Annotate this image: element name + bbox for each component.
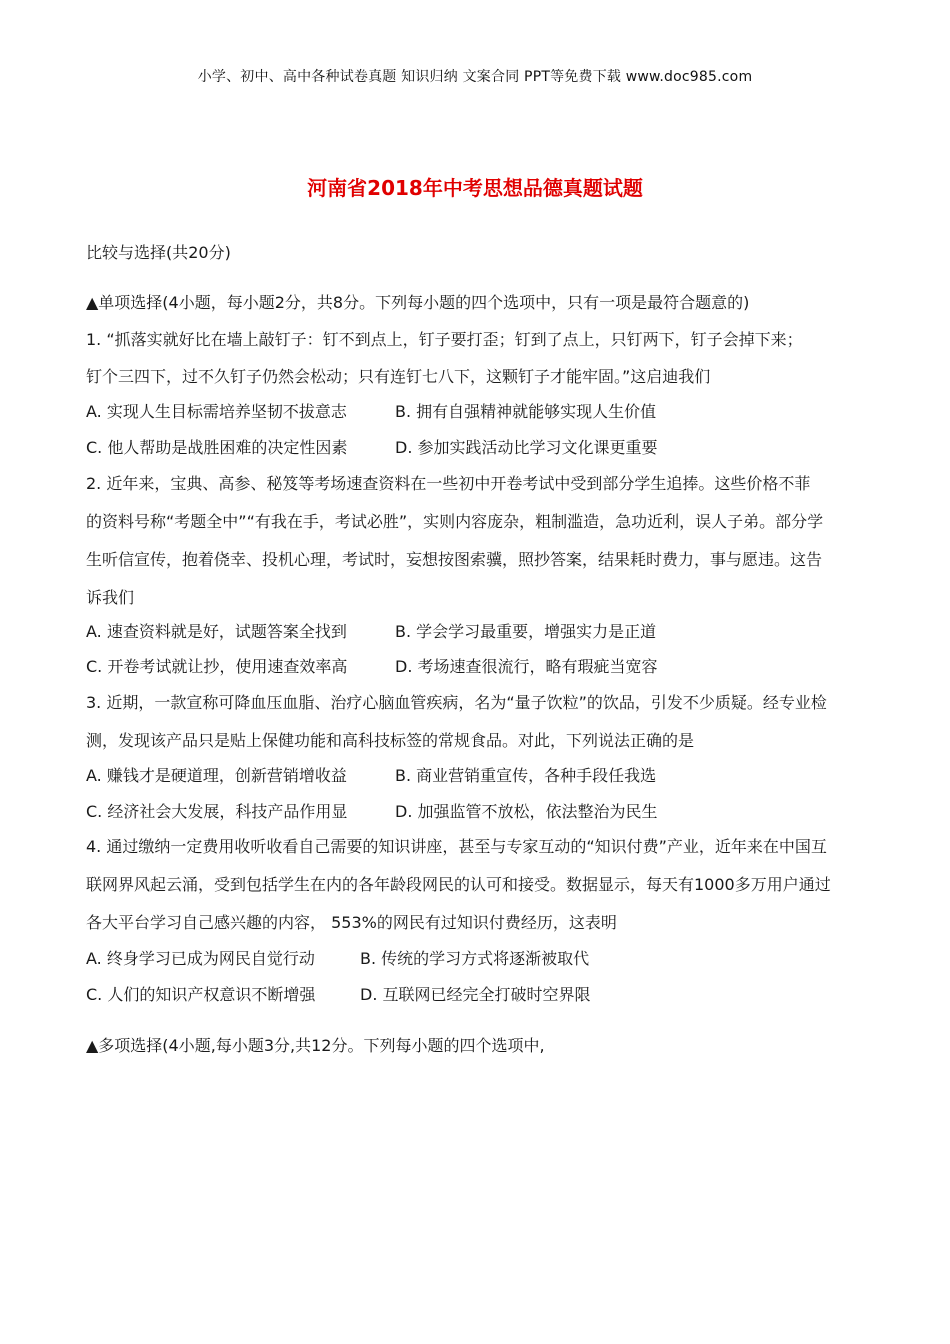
question-2-line-2: 的资料号称“考题全中”“有我在手，考试必胜”，实则内容庞杂，粗制滥造，急功近利，误人子弟。部分学 (86, 512, 824, 531)
single-choice-instructions: ▲单项选择(4小题，每小题2分，共8分。下列每小题的四个选项中，只有一项是最符合题意的) (86, 293, 750, 312)
question-3-option-b: B. 商业营销重宣传，各种手段任我选 (395, 766, 657, 785)
question-2-option-b: B. 学会学习最重要，增强实力是正道 (395, 622, 657, 641)
question-3-option-c: C. 经济社会大发展，科技产品作用显 (86, 802, 348, 821)
question-2-option-a: A. 速查资料就是好，试题答案全找到 (86, 622, 347, 641)
question-1-line-1: 1. “抓落实就好比在墙上敲钉子：钉不到点上，钉子要打歪；钉到了点上，只钉两下，钉子会掉下来； (86, 330, 803, 349)
section-heading: 比较与选择(共20分) (86, 243, 231, 262)
multi-choice-instructions: ▲多项选择(4小题,每小题3分,共12分。下列每小题的四个选项中, (86, 1036, 545, 1055)
question-3-option-a: A. 赚钱才是硬道理，创新营销增收益 (86, 766, 347, 785)
question-2-line-4: 诉我们 (86, 588, 135, 607)
question-2-line-1: 2. 近年来，宝典、高参、秘笈等考场速查资料在一些初中开卷考试中受到部分学生追捧。这些价格不菲 (86, 474, 811, 493)
question-1-line-2: 钉个三四下，过不久钉子仍然会松动；只有连钉七八下，这颗钉子才能牢固。”这启迪我们 (86, 367, 711, 386)
question-2-line-3: 生听信宣传，抱着侥幸、投机心理，考试时，妄想按图索骥，照抄答案，结果耗时费力，事与愿违。这告 (86, 550, 823, 569)
question-4-option-c: C. 人们的知识产权意识不断增强 (86, 985, 316, 1004)
question-4-line-3: 各大平台学习自己感兴趣的内容， 553%的网民有过知识付费经历，这表明 (86, 913, 617, 932)
question-3-option-d: D. 加强监管不放松，依法整治为民生 (395, 802, 658, 821)
page-header: 小学、初中、高中各种试卷真题 知识归纳 文案合同 PPT等免费下载 www.doc985.com (197, 69, 753, 85)
question-1-option-a: A. 实现人生目标需培养坚韧不拔意志 (86, 402, 347, 421)
question-3-line-1: 3. 近期，一款宣称可降血压血脂、治疗心脑血管疾病，名为“量子饮粒”的饮品，引发不少质疑。经专业检 (86, 693, 827, 712)
question-4-option-b: B. 传统的学习方式将逐渐被取代 (360, 949, 590, 968)
question-1-option-b: B. 拥有自强精神就能够实现人生价值 (395, 402, 657, 421)
question-1-option-d: D. 参加实践活动比学习文化课更重要 (395, 438, 658, 457)
question-3-line-2: 测，发现该产品只是贴上保健功能和高科技标签的常规食品。对此，下列说法正确的是 (86, 731, 695, 750)
question-4-option-a: A. 终身学习已成为网民自觉行动 (86, 949, 315, 968)
question-2-option-c: C. 开卷考试就让抄，使用速查效率高 (86, 657, 348, 676)
question-1-option-c: C. 他人帮助是战胜困难的决定性因素 (86, 438, 348, 457)
question-4-option-d: D. 互联网已经完全打破时空界限 (360, 985, 591, 1004)
question-4-line-2: 联网界风起云涌，受到包括学生在内的各年龄段网民的认可和接受。数据显示，每天有1000多万用户通过 (86, 875, 831, 894)
question-4-line-1: 4. 通过缴纳一定费用收听收看自己需要的知识讲座，甚至与专家互动的“知识付费”产业，近年来在中国互 (86, 837, 827, 856)
question-2-option-d: D. 考场速查很流行，略有瑕疵当宽容 (395, 657, 658, 676)
page-title: 河南省2018年中考思想品德真题试题 (307, 176, 643, 200)
